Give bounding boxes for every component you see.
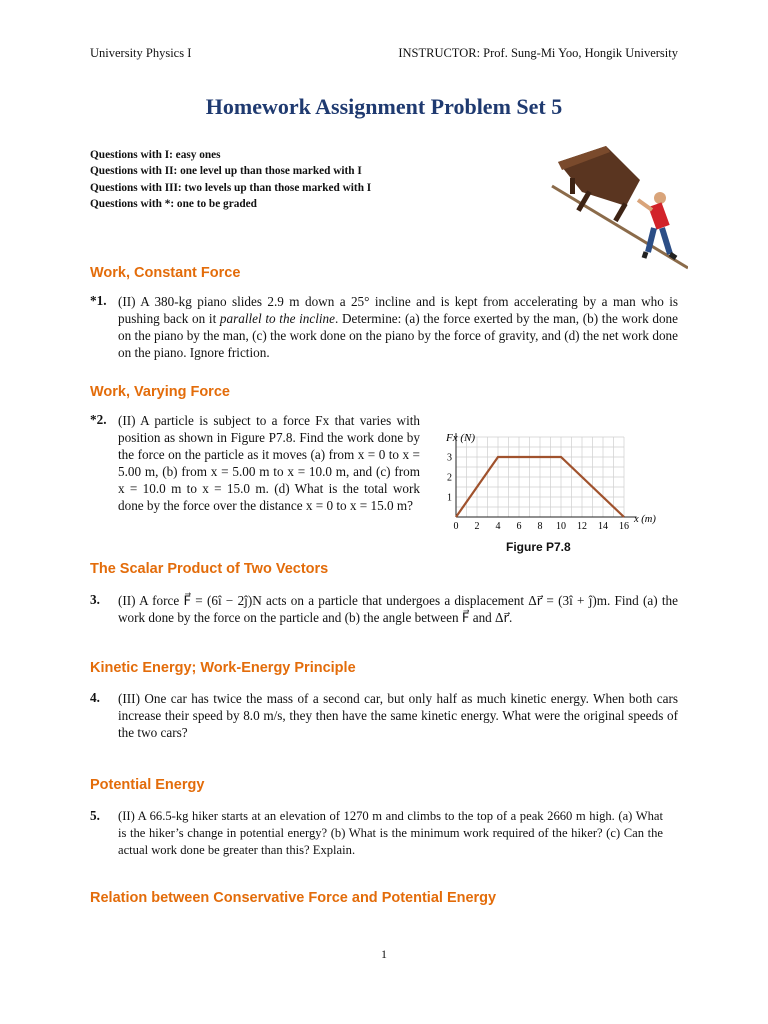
legend-item: Questions with *: one to be graded xyxy=(90,197,257,210)
page-number: 1 xyxy=(381,947,387,961)
force-position-graph xyxy=(430,425,680,540)
problem-text: (II) A 66.5-kg hiker starts at an elevation of 1270 m and climbs to the top of a peak 2660 m high. (a) What is the hiker’s change in potential energy? (b) What is the minimum work required of the hiker? (c) Can the actual work done be greater than this? Explain. xyxy=(118,809,663,857)
problem-number: *1. xyxy=(90,293,107,308)
graph-grid xyxy=(456,437,624,517)
problem-number: *2. xyxy=(90,412,107,427)
section-heading-conservative-force: Relation between Conservative Force and Potential Energy xyxy=(90,890,497,906)
x-tick-label: 8 xyxy=(537,521,543,532)
problem-text: (II) A particle is subject to a force Fx that varies with position as shown in Figure P7.8. Find the work done by the force on the particle as it moves (a) from x = 0 to x = 5.00 m, (b) from x = 5.00 m to x = 10.0 m, and (c) from x = 10.0 m to x = 15.0 m. (d) What is the total work done by the force over the distance x = 0 to x = 15.0 m? xyxy=(118,413,420,513)
difficulty-legend xyxy=(90,147,371,212)
y-tick-label: 3 xyxy=(447,452,452,464)
piano-incline-illustration xyxy=(548,140,688,280)
problem-number: 3. xyxy=(90,592,100,607)
instructor-name: INSTRUCTOR: Prof. Sung-Mi Yoo, Hongik University xyxy=(398,46,678,60)
legend-item: Questions with II: one level up than those marked with I xyxy=(90,165,362,178)
y-tick-label: 2 xyxy=(447,472,452,484)
course-name: University Physics I xyxy=(90,46,192,60)
section-heading-kinetic-energy: Kinetic Energy; Work-Energy Principle xyxy=(90,660,356,676)
x-tick-label: 0 xyxy=(453,521,459,532)
x-tick-label: 16 xyxy=(619,521,629,532)
x-tick-label: 6 xyxy=(516,521,522,532)
problem-text: (III) One car has twice the mass of a second car, but only half as much kinetic energy. When both cars increase their speed by 8.0 m/s, they then have the same kinetic energy. What were the original speeds of the two cars? xyxy=(118,691,678,740)
legend-item: Questions with III: two levels up than those marked with I xyxy=(90,181,372,194)
problem-text: (II) A force F⃗ = (6î − 2ĵ)N acts on a particle that undergoes a displacement Δr⃗ = (3î + ĵ)m. Find (a) the work done by the force on the particle and (b) the angle between F⃗ and Δr⃗. xyxy=(118,593,678,625)
problem-number: 4. xyxy=(90,690,100,705)
problem-number: 5. xyxy=(90,808,100,823)
x-tick-label: 10 xyxy=(556,521,566,532)
x-axis-label: x (m) xyxy=(634,514,656,525)
section-heading-work-varying-force: Work, Varying Force xyxy=(90,384,230,400)
section-heading-work-constant-force: Work, Constant Force xyxy=(90,265,241,281)
section-heading-scalar-product: The Scalar Product of Two Vectors xyxy=(90,561,329,577)
y-tick-label: 1 xyxy=(447,492,452,504)
x-tick-label: 14 xyxy=(598,521,608,532)
x-tick-label: 12 xyxy=(577,521,587,532)
page-title: Homework Assignment Problem Set 5 xyxy=(205,94,563,119)
y-axis-label: Fx (N) xyxy=(446,432,476,444)
x-tick-label: 2 xyxy=(474,521,480,532)
problem-text: (II) A 380-kg piano slides 2.9 m down a 25° incline and is kept from accelerating by a man who is pushing back on it parallel to the incline. Determine: (a) the force exerted by the man, (b) the work done on the piano by the man, (c) the work done on the piano by the force of gravity, and (d) the net work done on the piano. Ignore friction. xyxy=(118,294,678,360)
x-tick-label: 4 xyxy=(495,521,501,532)
legend-item: Questions with I: easy ones xyxy=(90,149,221,161)
figure-caption: Figure P7.8 xyxy=(506,540,571,554)
section-heading-potential-energy: Potential Energy xyxy=(90,777,205,793)
